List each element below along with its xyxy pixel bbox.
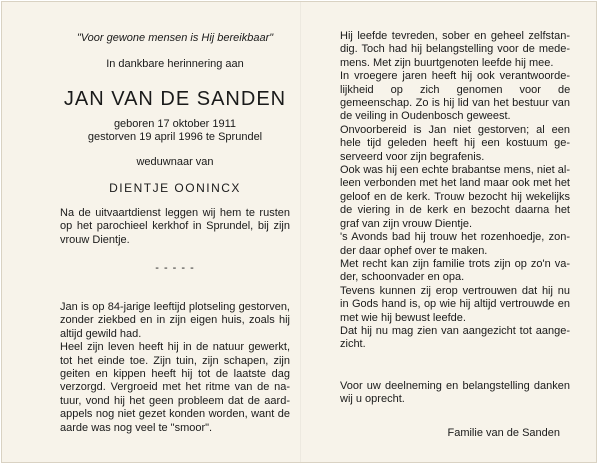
text-line: wij u oprecht. [340, 393, 405, 406]
text-line: altijd gewild had. [60, 327, 142, 340]
text-line: de viering in de kerk en bezocht daarna het [340, 204, 570, 217]
text-line: serveerd voor zijn begrafenis. [340, 150, 485, 163]
burial-paragraph [60, 207, 290, 247]
text-line: zicht. [340, 338, 366, 351]
text-line: geiten en kippen heeft hij tot de laatste dag [60, 368, 290, 381]
life-paragraph [340, 30, 570, 352]
thanks-paragraph [340, 380, 570, 407]
text-line: Met recht kan zijn familie trots zijn op zo'n va- [340, 257, 570, 270]
text-line: Na de uitvaartdienst leggen wij hem te rusten [60, 207, 290, 219]
text-line: aarde was nog veel te "smoor". [60, 421, 213, 434]
text-line: tuur, vond hij het geen probleem dat de aard- [60, 394, 290, 407]
deceased-name: JAN VAN DE SANDEN [63, 88, 287, 110]
text-line: op het parochieel kerkhof in Sprundel, bij zijn [60, 220, 290, 233]
memory-line: In dankbare herinnering aan [106, 58, 244, 70]
quote: "Voor gewone mensen is Hij bereikbaar" [76, 32, 274, 44]
text-line: dig. Toch had hij belangstelling voor de medе- [340, 43, 570, 56]
text-line: Tevens kunnen zij erop vertrouwen dat hij nu [340, 284, 570, 297]
text-line: lijkheid op zich genomen voor de [340, 83, 571, 96]
text-line: leen verbonden met het land maar ook met het [340, 177, 570, 190]
text-line: gemeenschap. Zo is hij lid van het bestuur van [340, 97, 570, 110]
text-line: der, schoonvader en opa. [340, 271, 465, 284]
text-line: Ook was hij een echte brabantse mens, niet al- [340, 164, 570, 177]
card-fold [300, 2, 301, 462]
birth-date: geboren 17 oktober 1911 [113, 118, 237, 130]
spouse-name: DIENTJE OONINCX [109, 181, 241, 195]
text-line: Jan is op 84-jarige leeftijd plotseling gestorven, [60, 301, 290, 313]
text-line: verzorgd. Vergroeid met het ritme van de na- [60, 381, 290, 394]
text-line: zonder ziekbed en in zijn eigen huis, zoals hij [60, 314, 290, 327]
text-line: hele tijd geleden heeft hij een kostuum ge- [340, 137, 570, 150]
text-line: vrouw Dientje. [60, 233, 130, 246]
text-line: appels nog niet gezet konden worden, want de [60, 408, 290, 421]
text-line: Dat hij nu mag zien van aangezicht tot aange- [340, 324, 570, 337]
family-signature: Familie van de Sanden [447, 427, 560, 439]
separator: - - - - - [155, 262, 195, 274]
text-line: der daar ophef over te maken. [340, 244, 488, 257]
text-line: Onvoorbereid is Jan niet gestorven; al een [340, 123, 570, 136]
text-line: In vroegere jaren heeft hij ook verantwoorde- [340, 70, 570, 83]
text-line: de veiling in Oudenbosch geweest. [340, 110, 511, 123]
text-line: Hij leefde tevreden, sober en geheel zelfstan- [340, 30, 570, 42]
text-line: Heel zijn leven heeft hij in de natuur gewerkt, [60, 341, 290, 354]
text-line: tot het einde toe. Zijn tuin, zijn schapen, zijn [60, 354, 290, 367]
text-line: in Gods hand is, op wie hij altijd vertrouwde en [340, 298, 570, 311]
memorial-card [1, 1, 597, 463]
text-line: met wie hij bewust leefde. [340, 311, 466, 324]
text-line: graf van zijn vrouw Dientje. [340, 217, 473, 230]
text-line: 's Avonds bad hij trouw het rozenhoedje, zon- [340, 231, 570, 244]
text-line: Voor uw deelneming en belangstelling danken [340, 380, 570, 392]
text-line: geloof en de kerk. Trouw bezocht hij wekelijks [340, 190, 570, 203]
text-line: mens. Met zijn buurtgenoten leefde hij mee. [340, 56, 554, 69]
story-paragraph [60, 301, 290, 435]
death-date: gestorven 19 april 1996 te Sprundel [87, 131, 263, 143]
widower-line: weduwnaar van [136, 156, 214, 168]
